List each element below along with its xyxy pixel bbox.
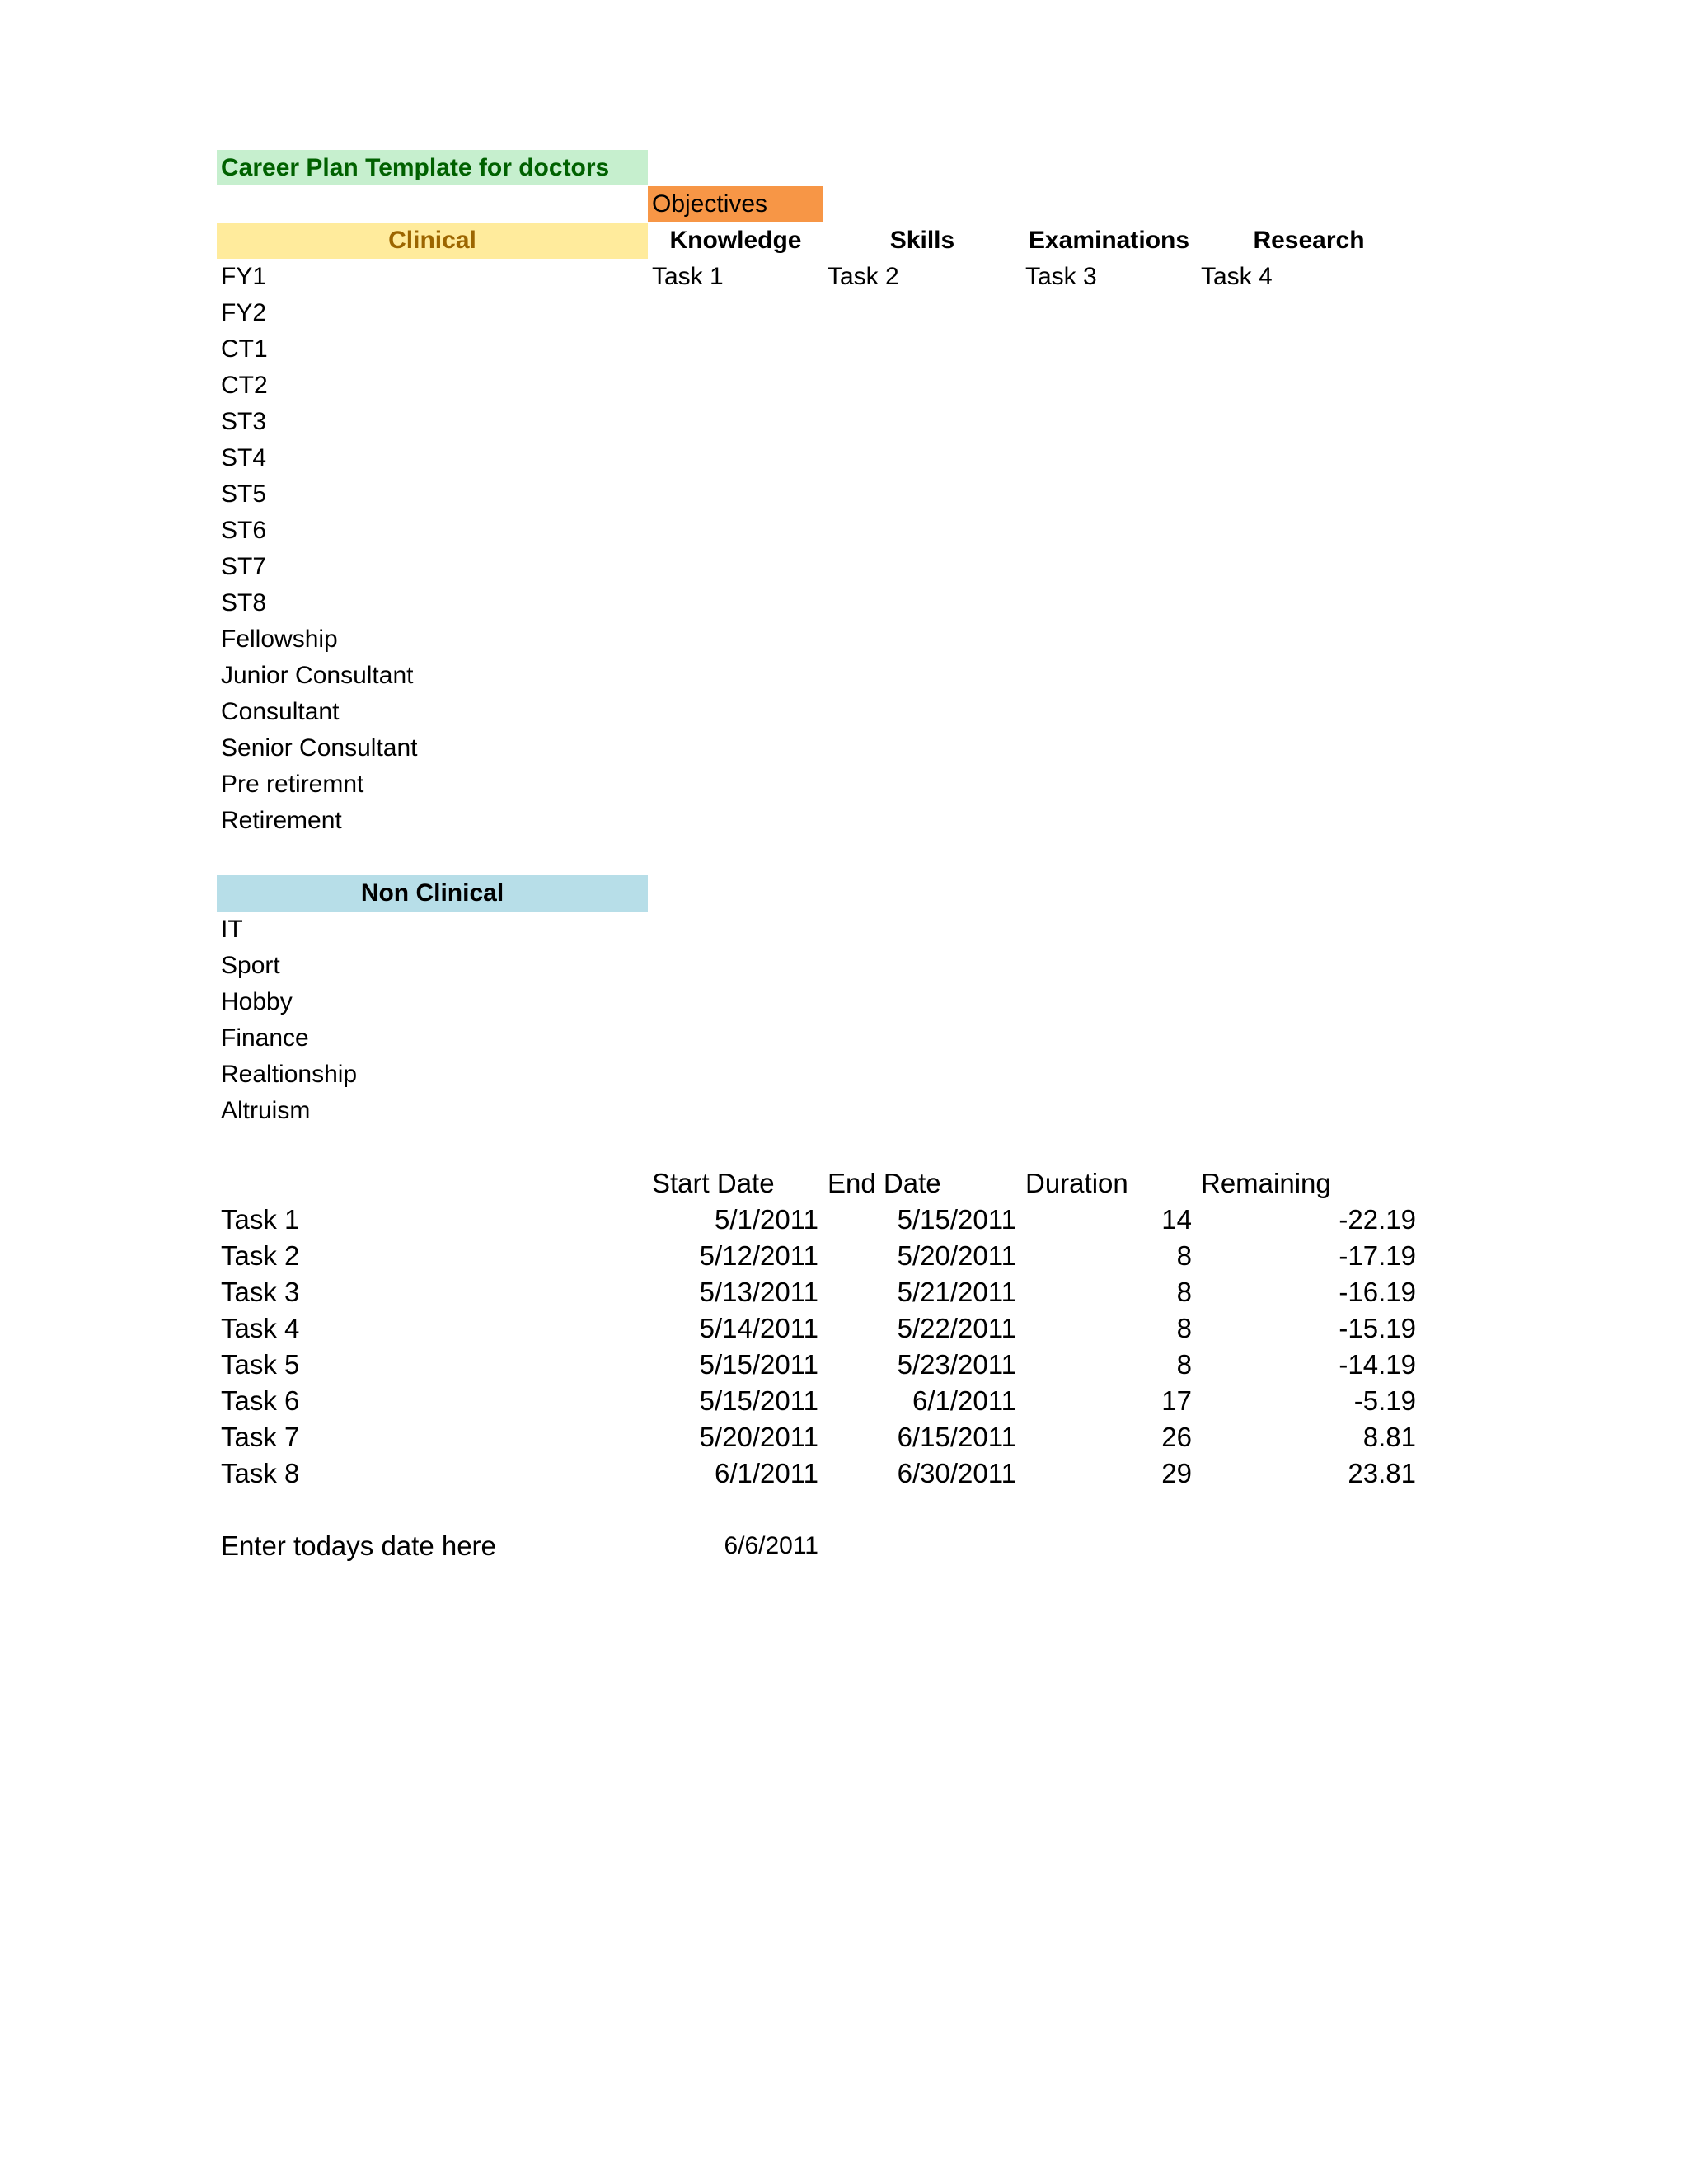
objective-cell-task[interactable]: Task 1: [652, 263, 724, 290]
column-header-skills[interactable]: Skills: [889, 227, 955, 254]
schedule-duration[interactable]: 8: [1176, 1277, 1192, 1307]
sheet-title[interactable]: Career Plan Template for doctors: [217, 150, 648, 185]
clinical-stage-row[interactable]: ST3: [221, 408, 267, 435]
objectives-label[interactable]: Objectives: [648, 186, 823, 222]
schedule-header-remaining[interactable]: Remaining: [1201, 1168, 1331, 1198]
nonclinical-item-row[interactable]: Sport: [221, 952, 280, 979]
clinical-stage-row[interactable]: Pre retiremnt: [221, 771, 364, 798]
schedule-header-duration[interactable]: Duration: [1025, 1168, 1128, 1198]
nonclinical-item-row[interactable]: Hobby: [221, 988, 293, 1015]
objective-cell-task[interactable]: Task 3: [1025, 263, 1097, 290]
clinical-stage-row[interactable]: ST5: [221, 480, 267, 508]
schedule-duration[interactable]: 8: [1176, 1240, 1192, 1271]
schedule-duration[interactable]: 26: [1161, 1422, 1192, 1452]
objective-cell-task[interactable]: Task 4: [1201, 263, 1273, 290]
schedule-start-date[interactable]: 5/12/2011: [699, 1240, 818, 1271]
schedule-remaining[interactable]: -5.19: [1353, 1385, 1416, 1416]
clinical-stage-row[interactable]: ST4: [221, 444, 267, 471]
schedule-task-name[interactable]: Task 4: [221, 1313, 300, 1343]
schedule-duration[interactable]: 8: [1176, 1349, 1192, 1380]
clinical-stage-row[interactable]: CT2: [221, 372, 268, 399]
schedule-start-date[interactable]: 6/1/2011: [714, 1458, 818, 1488]
schedule-task-name[interactable]: Task 3: [221, 1277, 300, 1307]
schedule-duration[interactable]: 29: [1161, 1458, 1192, 1488]
clinical-stage-row[interactable]: Junior Consultant: [221, 662, 414, 689]
schedule-header-start-date[interactable]: Start Date: [652, 1168, 775, 1198]
clinical-stage-row[interactable]: Senior Consultant: [221, 734, 418, 762]
schedule-end-date[interactable]: 5/23/2011: [897, 1349, 1016, 1380]
schedule-task-name[interactable]: Task 7: [221, 1422, 300, 1452]
schedule-task-name[interactable]: Task 8: [221, 1458, 300, 1488]
schedule-start-date[interactable]: 5/14/2011: [699, 1313, 818, 1343]
schedule-header-end-date[interactable]: End Date: [828, 1168, 941, 1198]
schedule-task-name[interactable]: Task 5: [221, 1349, 300, 1380]
column-header-research[interactable]: Research: [1253, 227, 1365, 254]
clinical-stage-row[interactable]: Fellowship: [221, 626, 338, 653]
clinical-stage-row[interactable]: ST7: [221, 553, 267, 580]
schedule-remaining[interactable]: 8.81: [1362, 1422, 1416, 1452]
schedule-start-date[interactable]: 5/15/2011: [699, 1385, 818, 1416]
schedule-remaining[interactable]: -17.19: [1339, 1240, 1416, 1271]
schedule-duration[interactable]: 17: [1161, 1385, 1192, 1416]
schedule-start-date[interactable]: 5/13/2011: [699, 1277, 818, 1307]
schedule-task-name[interactable]: Task 1: [221, 1204, 300, 1235]
clinical-stage-row[interactable]: ST8: [221, 589, 267, 616]
schedule-end-date[interactable]: 6/30/2011: [897, 1458, 1016, 1488]
nonclinical-item-row[interactable]: Altruism: [221, 1097, 311, 1124]
clinical-stage-row[interactable]: FY1: [221, 263, 267, 290]
schedule-remaining[interactable]: -16.19: [1339, 1277, 1416, 1307]
today-date-label: Enter todays date here: [221, 1530, 496, 1561]
schedule-end-date[interactable]: 6/1/2011: [912, 1385, 1016, 1416]
today-date-input[interactable]: 6/6/2011: [724, 1532, 818, 1559]
clinical-stage-row[interactable]: Consultant: [221, 698, 340, 725]
schedule-remaining[interactable]: -15.19: [1339, 1313, 1416, 1343]
clinical-header[interactable]: Clinical: [217, 223, 648, 259]
schedule-end-date[interactable]: 5/22/2011: [897, 1313, 1016, 1343]
schedule-duration[interactable]: 14: [1161, 1204, 1192, 1235]
schedule-end-date[interactable]: 5/20/2011: [897, 1240, 1016, 1271]
schedule-end-date[interactable]: 5/15/2011: [897, 1204, 1016, 1235]
clinical-stage-row[interactable]: CT1: [221, 335, 268, 363]
schedule-start-date[interactable]: 5/20/2011: [699, 1422, 818, 1452]
clinical-stage-row[interactable]: FY2: [221, 299, 267, 326]
schedule-remaining[interactable]: -14.19: [1339, 1349, 1416, 1380]
schedule-duration[interactable]: 8: [1176, 1313, 1192, 1343]
schedule-task-name[interactable]: Task 6: [221, 1385, 300, 1416]
column-header-knowledge[interactable]: Knowledge: [669, 227, 802, 254]
nonclinical-item-row[interactable]: IT: [221, 916, 243, 943]
objective-cell-task[interactable]: Task 2: [828, 263, 899, 290]
schedule-task-name[interactable]: Task 2: [221, 1240, 300, 1271]
schedule-end-date[interactable]: 6/15/2011: [897, 1422, 1016, 1452]
schedule-end-date[interactable]: 5/21/2011: [897, 1277, 1016, 1307]
nonclinical-header[interactable]: Non Clinical: [217, 875, 648, 912]
schedule-start-date[interactable]: 5/15/2011: [699, 1349, 818, 1380]
schedule-start-date[interactable]: 5/1/2011: [714, 1204, 818, 1235]
clinical-stage-row[interactable]: Retirement: [221, 807, 342, 834]
schedule-remaining[interactable]: -22.19: [1339, 1204, 1416, 1235]
nonclinical-item-row[interactable]: Realtionship: [221, 1061, 358, 1088]
column-header-examinations[interactable]: Examinations: [1028, 227, 1190, 254]
nonclinical-item-row[interactable]: Finance: [221, 1024, 309, 1052]
schedule-remaining[interactable]: 23.81: [1348, 1458, 1416, 1488]
clinical-stage-row[interactable]: ST6: [221, 517, 267, 544]
